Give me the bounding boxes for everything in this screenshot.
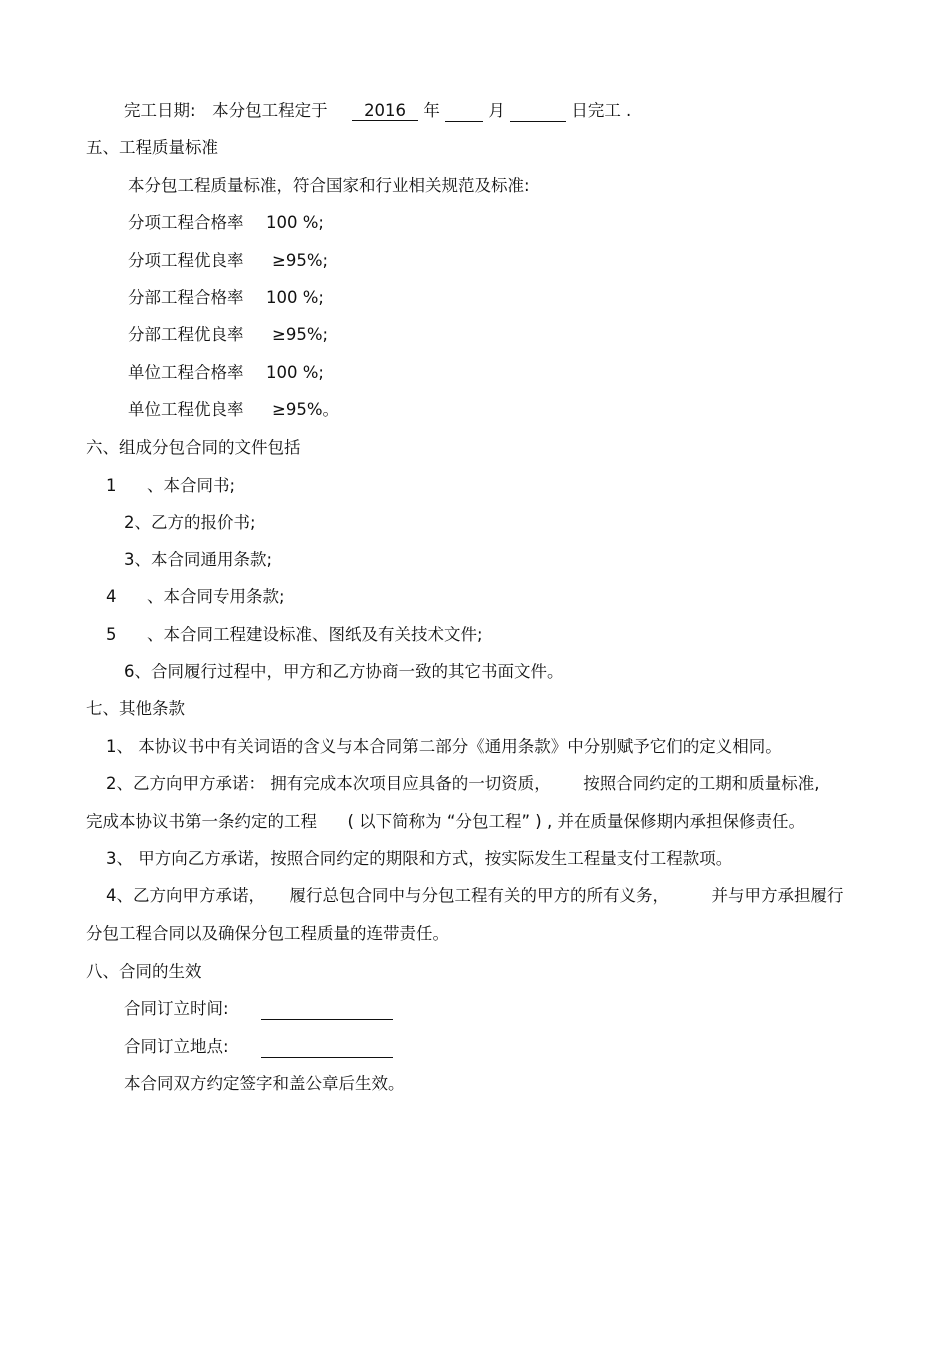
clause-2-part-c: 完成本协议书第一条约定的工程 bbox=[86, 812, 317, 831]
quality-item bbox=[128, 324, 328, 346]
list-item-text: 、本合同书; bbox=[147, 476, 236, 495]
quality-item-value: ≥95%。 bbox=[272, 400, 339, 419]
list-item-number: 6 bbox=[124, 662, 135, 681]
quality-item bbox=[128, 399, 339, 421]
day-blank bbox=[510, 103, 566, 122]
quality-item-label: 单位工程合格率 bbox=[128, 363, 244, 382]
quality-item-label: 分项工程合格率 bbox=[128, 213, 244, 232]
quality-item-value: ≥95%; bbox=[272, 325, 329, 344]
list-item-number: 5 bbox=[106, 625, 117, 644]
list-item-number: 3 bbox=[124, 550, 135, 569]
list-item-text: 、本合同通用条款; bbox=[134, 550, 273, 569]
quality-item-label: 分部工程合格率 bbox=[128, 288, 244, 307]
completion-text: 本分包工程定于 bbox=[212, 101, 328, 120]
clause-4-part-b: 履行总包合同中与分包工程有关的甲方的所有义务， bbox=[289, 886, 669, 905]
document-list-item bbox=[124, 512, 256, 534]
list-item-number: 2 bbox=[124, 513, 135, 532]
year-unit: 年 bbox=[423, 101, 440, 120]
quality-item bbox=[128, 212, 324, 234]
quality-item-label: 单位工程优良率 bbox=[128, 400, 244, 419]
list-item-text: 、本合同专用条款; bbox=[147, 587, 285, 606]
clause-2-line-1 bbox=[106, 773, 820, 795]
quality-item bbox=[128, 287, 324, 309]
clause-3: 3、 甲方向乙方承诺，按照合同约定的期限和方式，按实际发生工程量支付工程款项。 bbox=[106, 849, 733, 868]
document-list-item bbox=[106, 624, 483, 646]
section8-heading: 八、合同的生效 bbox=[86, 962, 202, 981]
contract-time-label: 合同订立时间: bbox=[124, 999, 229, 1018]
document-list-item bbox=[106, 586, 285, 608]
quality-item bbox=[128, 362, 324, 384]
clause-2-line-2 bbox=[86, 811, 805, 833]
list-item-number: 4 bbox=[106, 587, 117, 606]
document-list-item bbox=[124, 549, 272, 571]
list-item-text: 、本合同工程建设标准、图纸及有关技术文件; bbox=[147, 625, 483, 644]
clause-2-part-d: ( 以下简称为 “分包工程” ) , 并在质量保修期内承担保修责任。 bbox=[347, 812, 805, 831]
quality-item bbox=[128, 250, 328, 272]
completion-year: 2016 bbox=[352, 102, 418, 121]
section5-heading: 五、工程质量标准 bbox=[86, 138, 218, 157]
quality-item-value: 100 %; bbox=[266, 213, 324, 232]
clause-4-line-1 bbox=[106, 885, 844, 907]
clause-2-part-a: 2、乙方向甲方承诺： 拥有完成本次项目应具备的一切资质， bbox=[106, 774, 551, 793]
document-list-item bbox=[106, 475, 235, 497]
clause-4-line-2: 分包工程合同以及确保分包工程质量的连带责任。 bbox=[86, 924, 449, 943]
clause-4-part-a: 4、乙方向甲方承诺， bbox=[106, 886, 265, 905]
list-item-text: 、乙方的报价书; bbox=[134, 513, 256, 532]
quality-item-label: 分项工程优良率 bbox=[128, 251, 244, 270]
contract-time-line bbox=[124, 998, 393, 1020]
contract-time-blank bbox=[261, 1001, 393, 1020]
contract-effect: 本合同双方约定签字和盖公章后生效。 bbox=[124, 1074, 405, 1093]
contract-place-label: 合同订立地点: bbox=[124, 1037, 229, 1056]
section6-heading: 六、组成分包合同的文件包括 bbox=[86, 438, 301, 457]
month-blank bbox=[445, 103, 483, 122]
quality-item-value: ≥95%; bbox=[272, 251, 329, 270]
document-list-item bbox=[124, 661, 564, 683]
month-unit: 月 bbox=[488, 101, 505, 120]
clause-2-part-b: 按照合同约定的工期和质量标准, bbox=[583, 774, 820, 793]
completion-label: 完工日期: bbox=[124, 101, 196, 120]
section7-heading: 七、其他条款 bbox=[86, 699, 185, 718]
quality-item-value: 100 %; bbox=[266, 363, 324, 382]
contract-place-blank bbox=[261, 1039, 393, 1058]
contract-place-line bbox=[124, 1036, 393, 1058]
clause-4-part-c: 并与甲方承担履行 bbox=[711, 886, 844, 905]
quality-item-label: 分部工程优良率 bbox=[128, 325, 244, 344]
clause-1: 1、 本协议书中有关词语的含义与本合同第二部分《通用条款》中分别赋予它们的定义相同。 bbox=[106, 737, 782, 756]
completion-date-line bbox=[124, 100, 631, 122]
list-item-number: 1 bbox=[106, 476, 117, 495]
day-suffix: 日完工 . bbox=[571, 101, 632, 120]
section5-intro: 本分包工程质量标准，符合国家和行业相关规范及标准: bbox=[128, 176, 530, 195]
list-item-text: 、合同履行过程中，甲方和乙方协商一致的其它书面文件。 bbox=[134, 662, 564, 681]
quality-item-value: 100 %; bbox=[266, 288, 324, 307]
